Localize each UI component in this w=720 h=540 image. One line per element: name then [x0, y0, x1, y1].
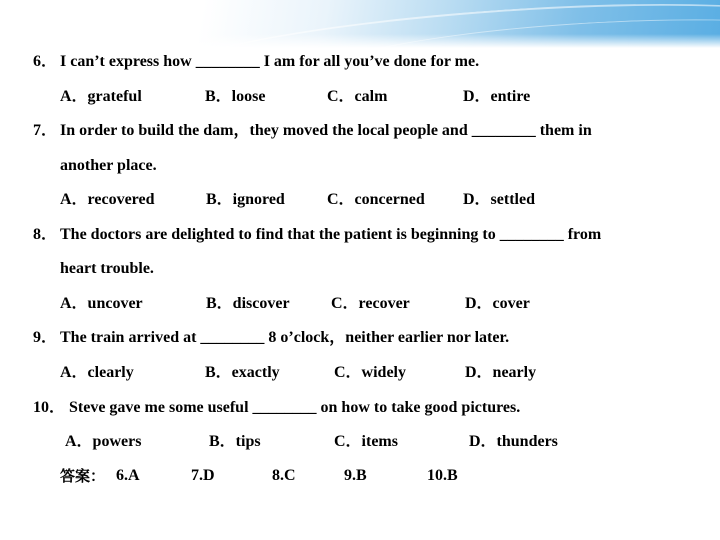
question-6-option-d: D．entire	[463, 88, 531, 105]
question-6-number: 6．	[33, 53, 58, 70]
question-10-text: Steve gave me some useful ________ on how to take good pictures.	[69, 399, 521, 416]
header-banner	[0, 0, 720, 48]
answer-item: 7.D	[191, 467, 215, 484]
question-9-text: The train arrived at ________ 8 o’clock，neither earlier nor later.	[60, 329, 510, 346]
answer-item: 10.B	[427, 467, 458, 484]
answer-item: 8.C	[272, 467, 296, 484]
question-9-number: 9．	[33, 329, 58, 346]
question-8-text-line-1: The doctors are delighted to find that the patient is beginning to ________ from	[60, 226, 602, 243]
question-7-option-a: A．recovered	[60, 191, 155, 208]
answer-item: 6.A	[116, 467, 140, 484]
question-7-number: 7．	[33, 122, 58, 139]
question-7-option-d: D．settled	[463, 191, 535, 208]
question-6-option-c: C．calm	[327, 88, 388, 105]
question-9-option-d: D．nearly	[465, 364, 537, 381]
question-6-text: I can’t express how ________ I am for all you’ve done for me.	[60, 53, 480, 70]
question-6-option-b: B．loose	[205, 88, 266, 105]
question-10-option-d: D．thunders	[469, 433, 558, 450]
question-9-option-c: C．widely	[334, 364, 407, 381]
question-10-option-a: A．powers	[65, 433, 142, 450]
question-7-text-line-2: another place.	[60, 157, 157, 174]
question-8-option-d: D．cover	[465, 295, 530, 312]
answers-label: 答案：	[60, 467, 106, 485]
question-7-option-b: B．ignored	[206, 191, 285, 208]
question-8-option-c: C．recover	[331, 295, 410, 312]
question-10-option-c: C．items	[334, 433, 398, 450]
question-9-option-b: B．exactly	[205, 364, 280, 381]
question-6-option-a: A．grateful	[60, 88, 142, 105]
answer-item: 9.B	[344, 467, 367, 484]
question-9-option-a: A．clearly	[60, 364, 134, 381]
banner-fade	[0, 34, 720, 48]
question-10-option-b: B．tips	[209, 433, 261, 450]
question-7-option-c: C．concerned	[327, 191, 425, 208]
question-7-text-line-1: In order to build the dam，they moved the local people and ________ them in	[60, 122, 592, 139]
question-8-option-b: B．discover	[206, 295, 290, 312]
question-8-option-a: A．uncover	[60, 295, 143, 312]
question-8-number: 8．	[33, 226, 58, 243]
question-8-text-line-2: heart trouble.	[60, 260, 154, 277]
question-10-number: 10．	[33, 399, 66, 416]
